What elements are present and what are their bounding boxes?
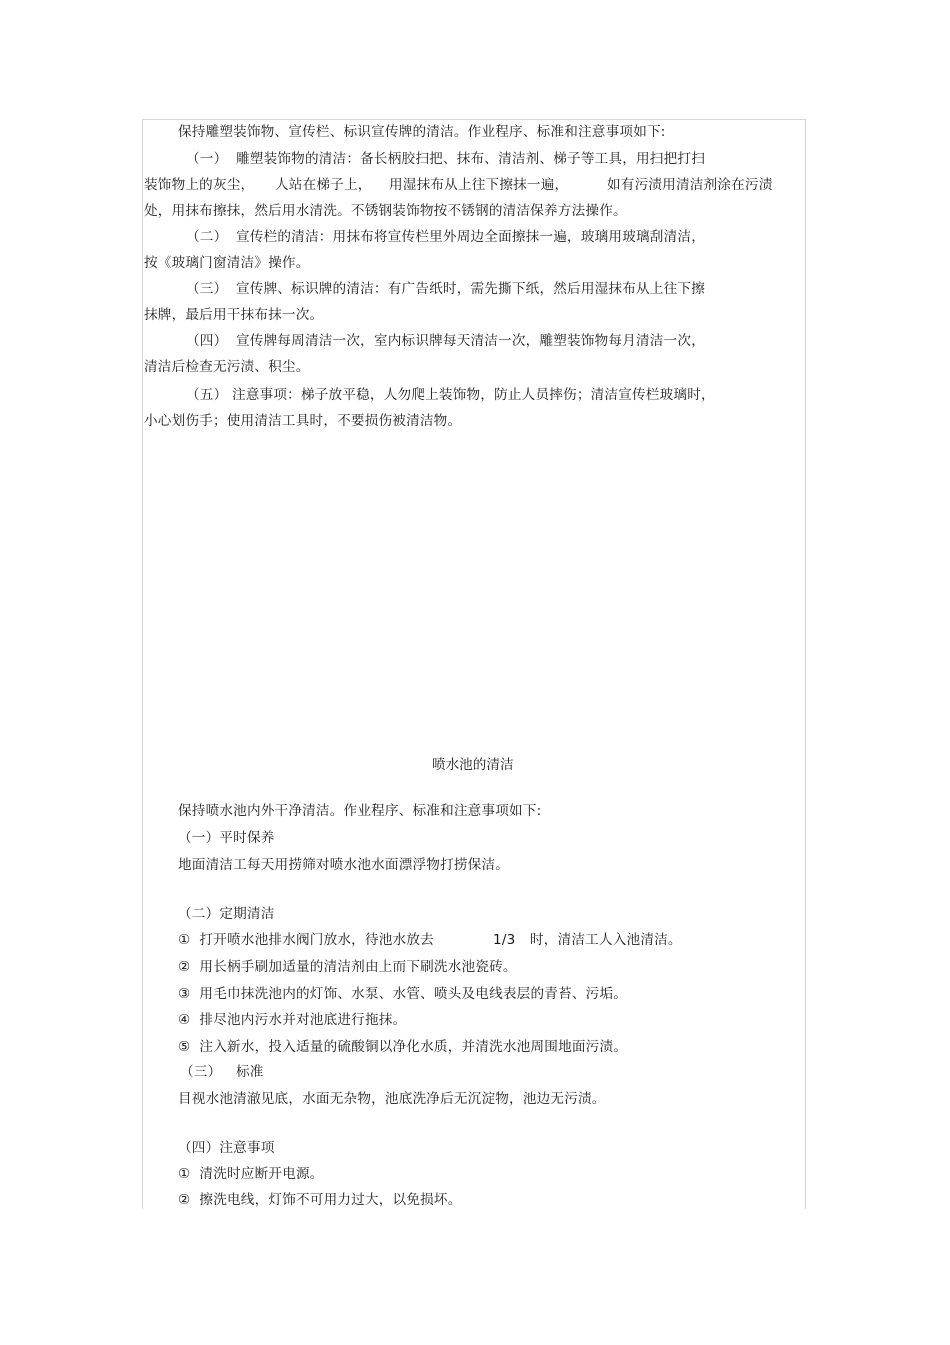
item1-line2-d: 如有污渍用清洁剂涂在污渍 [607,177,773,193]
step-1-c: 时，清洁工人入池清洁。 [530,932,682,948]
note-1: ① 清洗时应断开电源。 [178,1166,324,1182]
item5-number: （五） [186,387,228,403]
note-2: ② 擦洗电线，灯饰不可用力过大，以免损坏。 [178,1192,462,1208]
step-3: ③ 用毛巾抹洗池内的灯饰、水泵、水管、喷头及电线表层的青苔、污垢。 [178,986,628,1002]
item1-number: （一） [186,151,228,167]
heading-periodic: （二）定期清洁 [178,906,275,922]
item4-text: 宣传牌每周清洁一次，室内标识牌每天清洁一次，雕塑装饰物每月清洁一次， [236,333,705,349]
item5-line2: 小心划伤手；使用清洁工具时，不要损伤被清洁物。 [144,413,462,429]
item2-line2: 按《玻璃门窗清洁》操作。 [144,255,310,271]
step-5: ⑤ 注入新水，投入适量的硫酸铜以净化水质，并清洗水池周围地面污渍。 [178,1039,628,1055]
step-1-fraction: 1/3 [493,932,516,948]
item3-line2: 抹牌，最后用干抹布抹一次。 [144,307,324,323]
heading-standard-text: 标准 [236,1064,264,1080]
item1-line3: 处，用抹布擦抹，然后用水清洗。不锈钢装饰物按不锈钢的清洁保养方法操作。 [144,203,627,219]
item4-number: （四） [186,333,228,349]
item3-number: （三） [186,281,228,297]
step-1-a: ① 打开喷水池排水阀门放水，待池水放去 [178,932,434,948]
item3-text: 宣传牌、标识牌的清洁：有广告纸时，需先撕下纸，然后用湿抹布从上往下擦 [236,281,705,297]
item1-text: 雕塑装饰物的清洁：备长柄胶扫把、抹布、清洁剂、梯子等工具，用扫把打扫 [236,151,705,167]
item4-line2: 清洁后检查无污渍、积尘。 [144,359,310,375]
heading-notes: （四）注意事项 [178,1140,275,1156]
item1-line2-a: 装饰物上的灰尘， [144,177,255,193]
step-2: ② 用长柄手刷加适量的清洁剂由上而下刷洗水池瓷砖。 [178,959,517,975]
item2-text: 宣传栏的清洁：用抹布将宣传栏里外周边全面擦抹一遍，玻璃用玻璃刮清洁， [236,229,705,245]
item2-number: （二） [186,229,228,245]
heading-routine: （一）平时保养 [178,830,275,846]
step-4: ④ 排尽池内污水并对池底进行拖抹。 [178,1012,407,1028]
section1-intro: 保持雕塑装饰物、宣传栏、标识宣传牌的清洁。作业程序、标准和注意事项如下: [178,124,666,140]
standard-text: 目视水池清澈见底，水面无杂物，池底洗净后无沉淀物，池边无污渍。 [178,1091,606,1107]
item5-text: 注意事项：梯子放平稳，人勿爬上装饰物，防止人员摔伤；清洁宣传栏玻璃时， [232,387,715,403]
section2-title: 喷水池的清洁 [432,757,514,773]
section2-intro: 保持喷水池内外干净清洁。作业程序、标准和注意事项如下: [178,803,542,819]
item1-line2-b: 人站在梯子上， [275,177,372,193]
item1-line2-c: 用湿抹布从上往下擦抹一遍， [389,177,569,193]
routine-text: 地面清洁工每天用捞筛对喷水池水面漂浮物打捞保洁。 [178,857,510,873]
heading-standard-number: （三） [180,1064,222,1080]
